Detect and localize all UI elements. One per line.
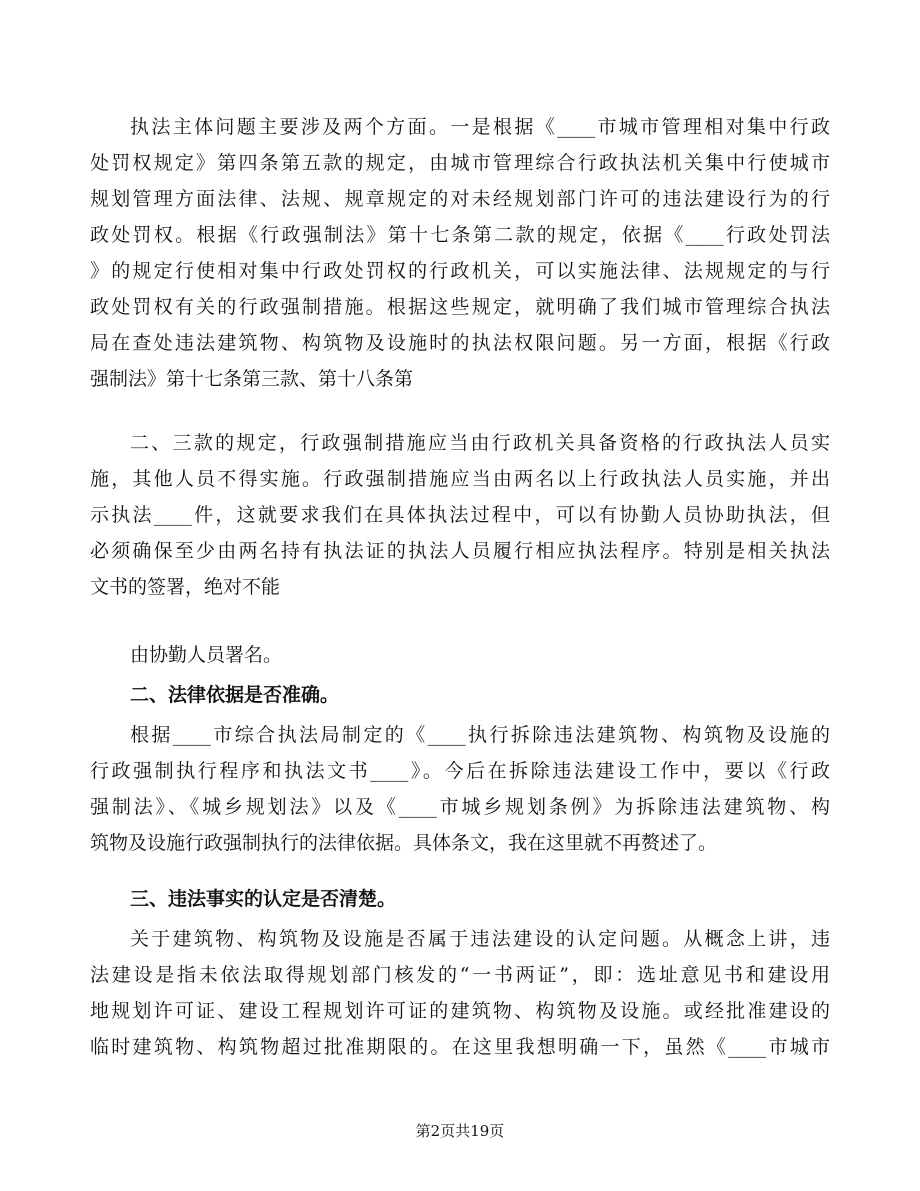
text-line: 关于建筑物、构筑物及设施是否属于违法建设的认定问题。从概念上讲，违 (130, 928, 830, 950)
text-line: 二、三款的规定，行政强制措施应当由行政机关具备资格的行政执法人员实 (130, 432, 830, 454)
section-heading-legal-basis (90, 677, 830, 713)
text-line: 局在查处违法建筑物、构筑物及设施时的执法权限问题。另一方面，根据《行政 (90, 332, 830, 354)
heading-text: 二、法律依据是否准确。 (130, 684, 340, 706)
page-number-footer: 第2页共19页 (415, 1122, 505, 1140)
paragraph-signature-note (90, 637, 830, 673)
text-line: 根据____市综合执法局制定的《____执行拆除违法建筑物、构筑物及设施的 (130, 724, 830, 746)
paragraph-legal-basis (90, 717, 830, 861)
section-heading-facts (90, 881, 830, 917)
text-line: 临时建筑物、构筑物超过批准期限的。在这里我想明确一下，虽然《____市城市 (90, 1036, 830, 1058)
text-line: 由协勤人员署名。 (130, 644, 283, 666)
text-line: 执法主体问题主要涉及两个方面。一是根据《____市城市管理相对集中行政 (130, 116, 830, 138)
text-line: 施，其他人员不得实施。行政强制措施应当由两名以上行政执法人员实施，并出 (90, 468, 830, 490)
text-line: 政处罚权。根据《行政强制法》第十七条第二款的规定，依据《____行政处罚法 (90, 224, 830, 246)
text-line: 处罚权规定》第四条第五款的规定，由城市管理综合行政执法机关集中行使城市 (90, 152, 830, 174)
text-line: 文书的签署，绝对不能 (90, 576, 281, 598)
paragraph-jurisdiction (90, 109, 830, 397)
text-line: 》的规定行使相对集中行政处罚权的行政机关，可以实施法律、法规规定的与行 (90, 260, 830, 282)
text-line: 行政强制执行程序和执法文书____》。今后在拆除违法建设工作中，要以《行政 (90, 760, 830, 782)
text-line: 强制法》第十七条第三款、第十八条第 (90, 368, 414, 390)
text-line: 规划管理方面法律、法规、规章规定的对未经规划部门许可的违法建设行为的行 (90, 188, 830, 210)
text-line: 强制法》、《城乡规划法》以及《____市城乡规划条例》为拆除违法建筑物、构 (90, 796, 830, 818)
text-line: 政处罚权有关的行政强制措施。根据这些规定，就明确了我们城市管理综合执法 (90, 296, 830, 318)
text-line: 法建设是指未依法取得规划部门核发的“一书两证”，即：选址意见书和建设用 (90, 964, 830, 986)
paragraph-facts (90, 921, 830, 1065)
text-line: 必须确保至少由两名持有执法证的执法人员履行相应执法程序。特别是相关执法 (90, 540, 830, 562)
heading-text: 三、违法事实的认定是否清楚。 (130, 888, 397, 910)
text-line: 筑物及设施行政强制执行的法律依据。具体条文，我在这里就不再赘述了。 (90, 832, 718, 854)
paragraph-enforcement-personnel (90, 425, 830, 605)
text-line: 地规划许可证、建设工程规划许可证的建筑物、构筑物及设施。或经批准建设的 (90, 1000, 830, 1022)
text-line: 示执法____件，这就要求我们在具体执法过程中，可以有协勤人员协助执法，但 (90, 504, 830, 526)
